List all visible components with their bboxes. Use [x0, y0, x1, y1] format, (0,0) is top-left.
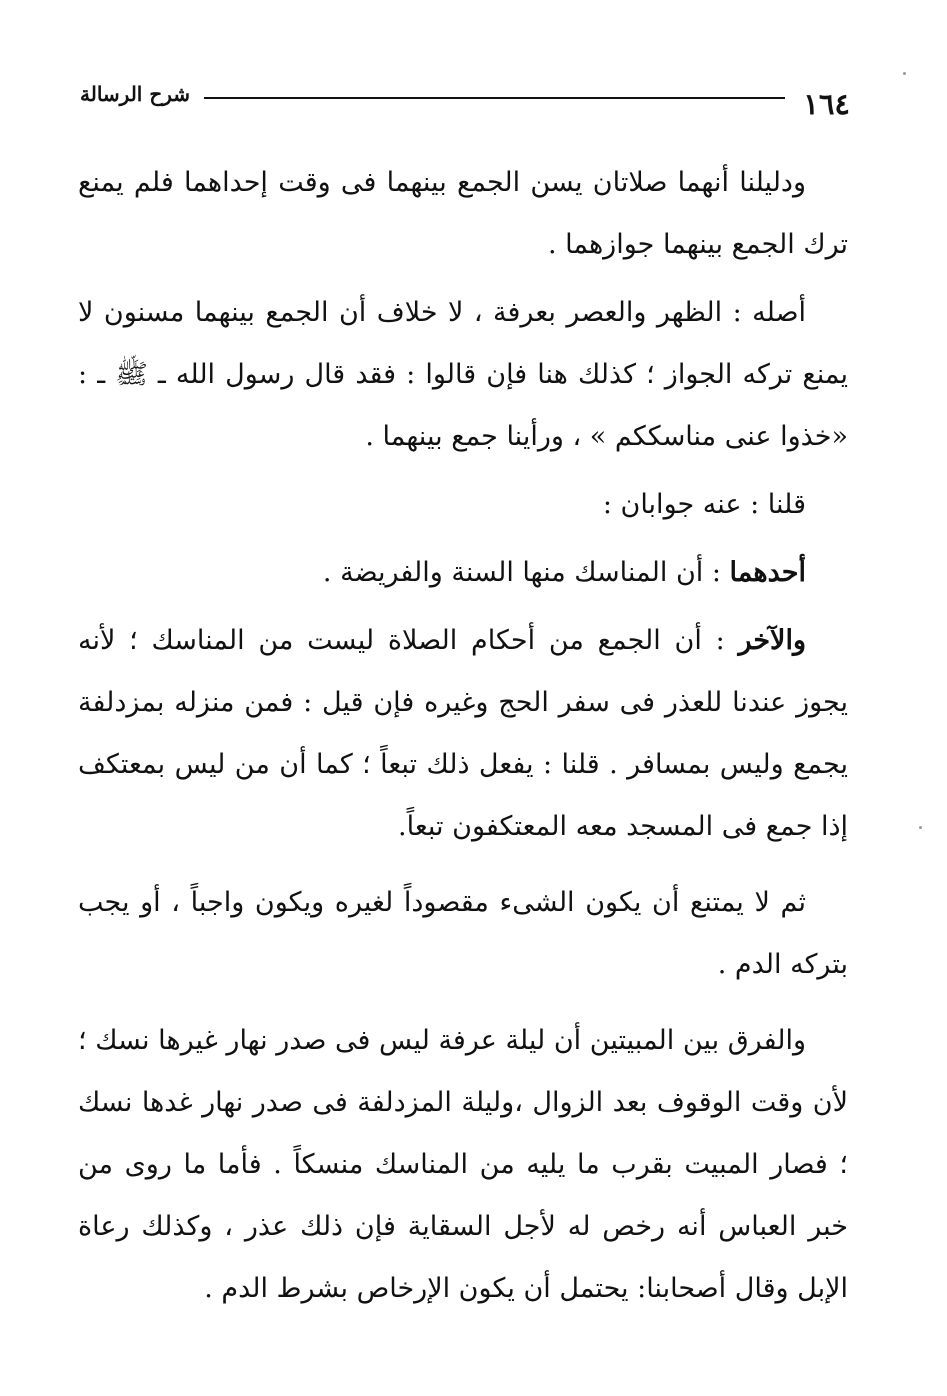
second-answer-lead: والآخر — [738, 625, 806, 656]
paragraph-difference: والفرق بين المبيتين أن ليلة عرفة ليس فى صدر نهار غيرها نسك ؛ لأن وقت الوقوف بعد الزوال ،وليلة المزدلفة فى صدر نهار غدها نسك ؛ فصار المبيت بقرب ما يليه من المناسك منسكاً . فأما ما روى من خبر العباس أنه رخص له لأجل السقاية فإن ذلك عذر ، وكذلك رعاة الإبل وقال أصحابنا: يحتمل أن يكون الإرخاص بشرط الدم . — [78, 1025, 848, 1304]
paragraph-first-answer — [78, 542, 848, 604]
book-title: شرح الرسالة — [80, 82, 191, 106]
body-text — [78, 152, 848, 1320]
header-rule — [204, 97, 785, 99]
paragraph-answers-intro: قلنا : عنه جوابان : — [602, 489, 806, 520]
paragraph-origin: أصله : الظهر والعصر بعرفة ، لا خلاف أن الجمع بينهما مسنون لا يمنع تركه الجواز ؛ كذلك هنا فإن قالوا : فقد قال رسول الله ـ ﷺ ـ : «خذوا عنى مناسككم » ، ورأينا جمع بينهما . — [78, 297, 848, 452]
running-header — [80, 84, 850, 124]
second-answer-text: : أن الجمع من أحكام الصلاة ليست من المناسك ؛ لأنه يجوز عندنا للعذر فى سفر الحج وغيره فإن قيل : فمن منزله بمزدلفة يجمع وليس بمسافر . قلنا : يفعل ذلك تبعاً ؛ كما أن من ليس بمعتكف إذا جمع فى المسجد معه المعتكفون تبعاً. — [78, 625, 848, 842]
first-answer-text: : أن المناسك منها السنة والفريضة . — [322, 557, 730, 588]
paragraph-not-precluded: ثم لا يمتنع أن يكون الشىء مقصوداً لغيره ويكون واجباً ، أو يجب بتركه الدم . — [78, 887, 848, 980]
paragraph-second-answer — [78, 610, 848, 858]
scan-speck — [919, 826, 922, 829]
page-number: ١٦٤ — [803, 87, 850, 121]
paragraph-evidence: ودليلنا أنهما صلاتان يسن الجمع بينهما فى وقت إحداهما فلم يمنع ترك الجمع بينهما جوازهما . — [78, 167, 848, 260]
scan-speck — [903, 72, 906, 75]
first-answer-lead: أحدهما — [729, 557, 806, 588]
